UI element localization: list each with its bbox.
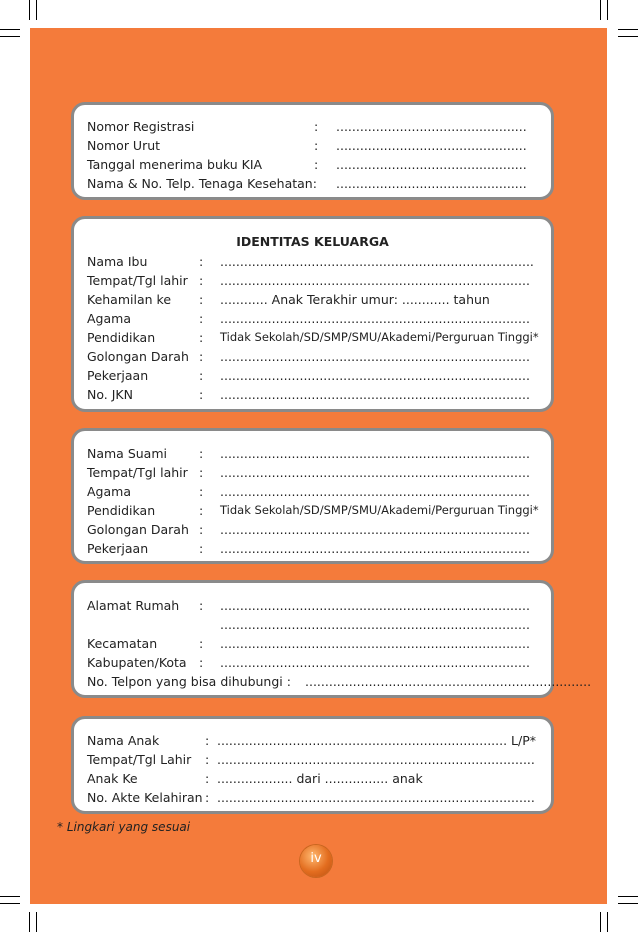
field-value[interactable]: .............................................................................. [220, 655, 530, 670]
field-separator: : [199, 446, 204, 461]
field-label: Agama [87, 311, 131, 326]
field-separator: : [199, 292, 204, 307]
field-separator: : [199, 636, 204, 651]
field-label: Nama & No. Telp. Tenaga Kesehatan: [87, 176, 317, 191]
field-separator: : [199, 598, 204, 613]
field-label: Alamat Rumah [87, 598, 180, 613]
field-value[interactable]: .............................................................................. [220, 522, 530, 537]
field-label: Pendidikan [87, 503, 156, 518]
crop-mark [600, 0, 601, 20]
field-label: Anak Ke [87, 771, 138, 786]
field-label: Pekerjaan [87, 368, 149, 383]
field-value[interactable]: ................................................................................ [217, 790, 535, 805]
field-value[interactable]: ................................................ [336, 119, 527, 134]
field-value[interactable]: ................................................................................ [217, 752, 535, 767]
crop-mark [29, 912, 30, 932]
field-value[interactable]: ............ Anak Terakhir umur: ............ tahun [220, 292, 490, 307]
footnote: * Lingkari yang sesuai [57, 820, 191, 834]
crop-mark [618, 896, 638, 897]
field-label: No. JKN [87, 387, 133, 402]
field-label: Nama Anak [87, 733, 160, 748]
field-separator: : [199, 522, 204, 537]
field-label: Tempat/Tgl lahir [87, 465, 188, 480]
crop-mark [0, 36, 20, 37]
field-label: Tempat/Tgl lahir [87, 273, 188, 288]
page-number-badge [300, 845, 332, 877]
field-value[interactable]: ................................................ [336, 176, 527, 191]
field-separator: : [199, 254, 204, 269]
crop-mark [600, 912, 601, 932]
field-label: Tempat/Tgl Lahir [87, 752, 192, 767]
husband-card [71, 428, 554, 564]
section-title: IDENTITAS KELUARGA [236, 234, 389, 249]
field-label: Agama [87, 484, 131, 499]
field-value[interactable]: .............................................................................. [220, 368, 530, 383]
field-label: Nama Suami [87, 446, 167, 461]
crop-mark [36, 912, 37, 932]
page-number: iv [310, 851, 322, 866]
field-label: Pekerjaan [87, 541, 149, 556]
field-separator: : [314, 157, 319, 172]
field-value[interactable]: .............................................................................. [220, 311, 530, 326]
field-label: Kecamatan [87, 636, 158, 651]
field-separator: : [199, 311, 204, 326]
crop-mark [0, 903, 20, 904]
field-separator: : [205, 733, 210, 748]
crop-mark [618, 903, 638, 904]
child-card [71, 716, 554, 814]
field-separator: : [199, 503, 204, 518]
field-label: Tanggal menerima buku KIA [87, 157, 263, 172]
field-separator: : [199, 387, 204, 402]
field-label: Nomor Registrasi [87, 119, 195, 134]
field-value[interactable]: .............................................................................. [220, 446, 530, 461]
crop-mark [0, 896, 20, 897]
crop-mark [0, 29, 20, 30]
field-label: No. Akte Kelahiran [87, 790, 203, 805]
field-value[interactable]: .............................................................................. [220, 387, 530, 402]
field-value[interactable]: .............................................................................. [220, 484, 530, 499]
field-value[interactable]: .............................................................................. [220, 273, 530, 288]
field-separator: : [205, 771, 210, 786]
field-label: Golongan Darah [87, 349, 189, 364]
field-separator: : [199, 484, 204, 499]
field-separator: : [314, 119, 319, 134]
field-value[interactable]: Tidak Sekolah/SD/SMP/SMU/Akademi/Perguruan Tinggi* [220, 503, 539, 517]
field-separator: : [199, 655, 204, 670]
field-separator: : [314, 138, 319, 153]
field-label: Nama Ibu [87, 254, 148, 269]
family-identity-card [71, 216, 554, 412]
field-value[interactable]: .............................................................................. [220, 465, 530, 480]
field-separator: : [199, 330, 204, 345]
field-label: Pendidikan [87, 330, 156, 345]
field-label: No. Telpon yang bisa dihubungi : [87, 674, 291, 689]
field-separator: : [205, 752, 210, 767]
crop-mark [36, 0, 37, 20]
field-value[interactable]: .............................................................................. [220, 636, 530, 651]
field-value[interactable]: ............................................................................... [220, 254, 534, 269]
field-separator: : [205, 790, 210, 805]
field-value[interactable]: .............................................................................. [220, 349, 530, 364]
address-card [71, 580, 592, 698]
field-separator: : [199, 273, 204, 288]
field-separator: : [199, 465, 204, 480]
crop-mark [607, 912, 608, 932]
field-value[interactable]: ......................................................................... L/P* [217, 733, 536, 748]
field-label: Golongan Darah [87, 522, 189, 537]
field-separator: : [199, 541, 204, 556]
field-label: Kabupaten/Kota [87, 655, 187, 670]
field-separator: : [199, 349, 204, 364]
crop-mark [618, 36, 638, 37]
field-separator: : [199, 368, 204, 383]
field-label: Nomor Urut [87, 138, 161, 153]
field-label: Kehamilan ke [87, 292, 172, 307]
field-value[interactable]: ........................................................................ [305, 674, 592, 689]
registration-card [71, 102, 554, 200]
crop-mark [29, 0, 30, 20]
field-value[interactable]: .............................................................................. [220, 541, 530, 556]
crop-mark [618, 29, 638, 30]
field-value[interactable]: ................................................ [336, 138, 527, 153]
field-value[interactable]: ................... dari ................ anak [217, 771, 423, 786]
field-value[interactable]: .............................................................................. [220, 617, 530, 632]
field-value[interactable]: ................................................ [336, 157, 527, 172]
crop-mark [607, 0, 608, 20]
field-value[interactable]: Tidak Sekolah/SD/SMP/SMU/Akademi/Perguruan Tinggi* [220, 330, 539, 344]
field-value[interactable]: .............................................................................. [220, 598, 530, 613]
